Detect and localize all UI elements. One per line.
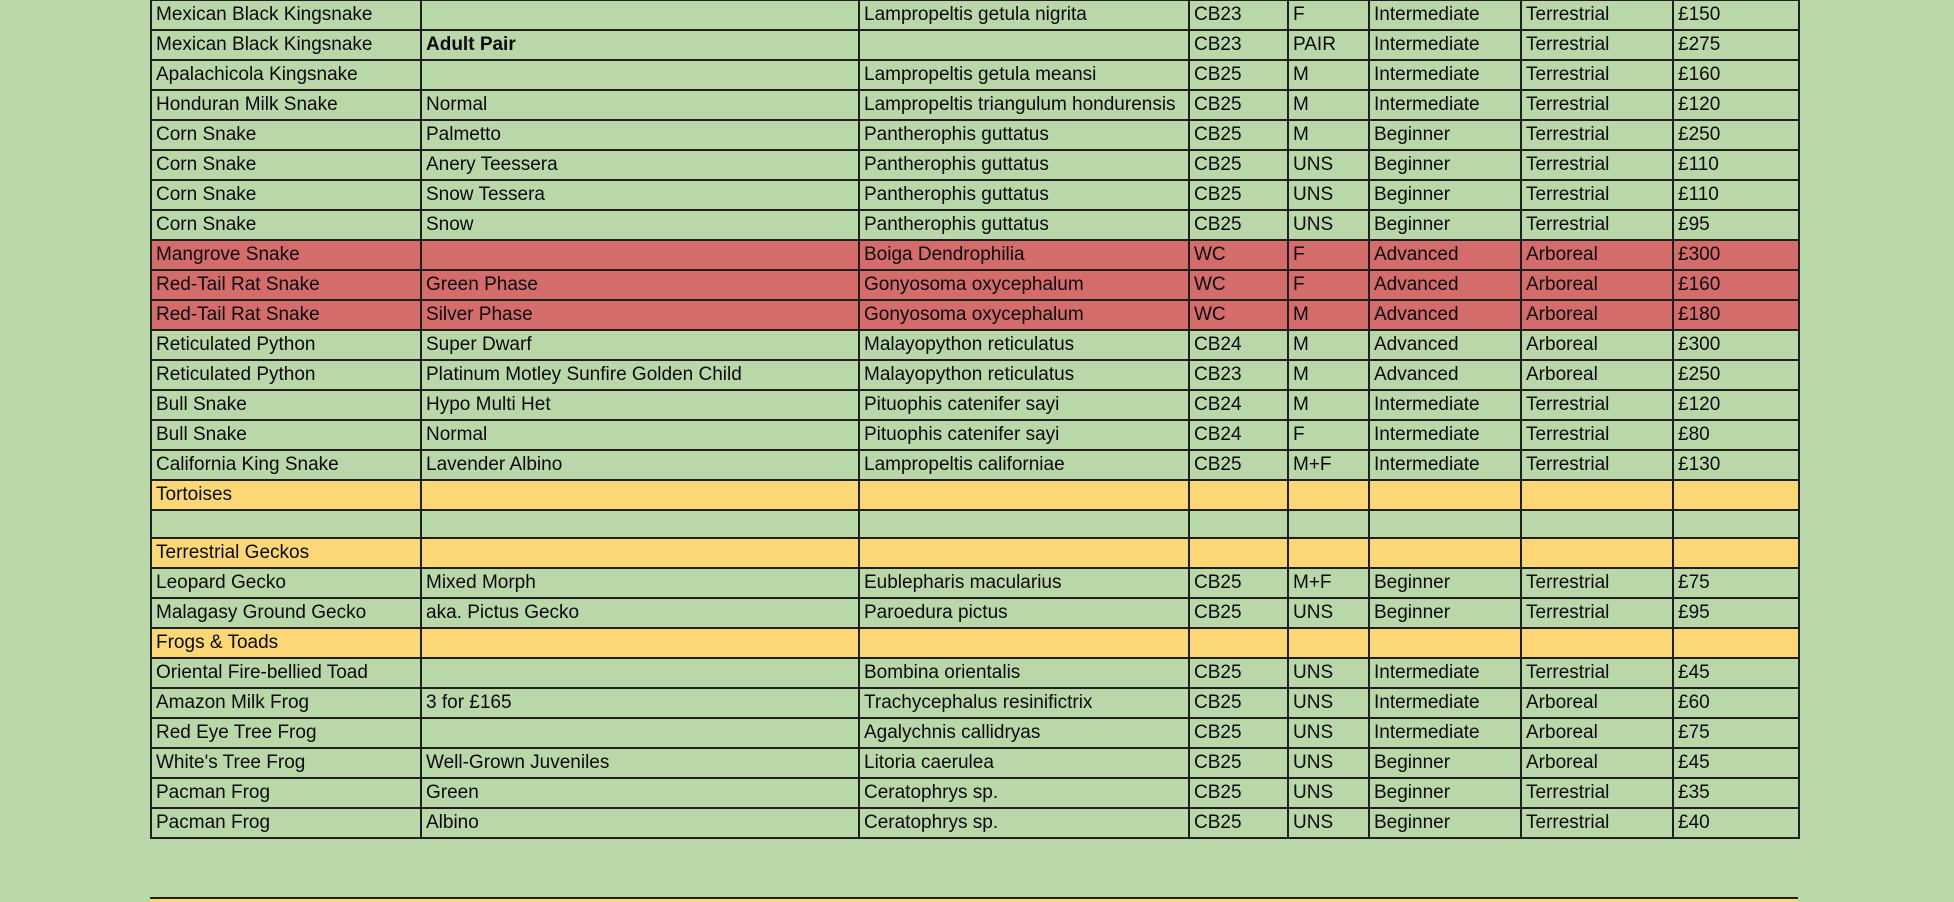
cell-habitat[interactable]: Arboreal bbox=[1521, 270, 1673, 300]
cell-morph[interactable]: Green Phase bbox=[421, 270, 859, 300]
cell-common-name[interactable]: Corn Snake bbox=[151, 210, 421, 240]
table-row bbox=[151, 90, 1799, 120]
cell-habitat[interactable] bbox=[1521, 628, 1673, 658]
cell-morph[interactable]: Normal bbox=[421, 420, 859, 450]
cell-scientific-name[interactable]: Malayopython reticulatus bbox=[859, 330, 1189, 360]
cell-common-name[interactable]: Mangrove Snake bbox=[151, 240, 421, 270]
cell-morph[interactable]: Hypo Multi Het bbox=[421, 390, 859, 420]
cell-sex[interactable]: F bbox=[1288, 270, 1369, 300]
cell-morph[interactable]: Albino bbox=[421, 808, 859, 838]
cell-price[interactable]: £130 bbox=[1673, 450, 1799, 480]
cell-price[interactable]: £110 bbox=[1673, 180, 1799, 210]
cell-price[interactable]: £40 bbox=[1673, 808, 1799, 838]
cell-common-name[interactable]: Mexican Black Kingsnake bbox=[151, 30, 421, 60]
table-row bbox=[151, 598, 1799, 628]
cell-morph[interactable]: 3 for £165 bbox=[421, 688, 859, 718]
cell-habitat[interactable]: Arboreal bbox=[1521, 360, 1673, 390]
cell-habitat[interactable]: Arboreal bbox=[1521, 300, 1673, 330]
cell-scientific-name[interactable]: Gonyosoma oxycephalum bbox=[859, 270, 1189, 300]
cell-sex[interactable]: UNS bbox=[1288, 718, 1369, 748]
cell-care-level[interactable]: Intermediate bbox=[1369, 90, 1521, 120]
cell-morph[interactable]: aka. Pictus Gecko bbox=[421, 598, 859, 628]
cell-habitat[interactable]: Terrestrial bbox=[1521, 0, 1673, 30]
cell-habitat[interactable]: Terrestrial bbox=[1521, 390, 1673, 420]
cell-care-level[interactable]: Beginner bbox=[1369, 180, 1521, 210]
cell-scientific-name[interactable]: Lampropeltis californiae bbox=[859, 450, 1189, 480]
cell-origin[interactable]: CB24 bbox=[1189, 330, 1288, 360]
cell-origin[interactable]: CB25 bbox=[1189, 450, 1288, 480]
cell-care-level[interactable] bbox=[1369, 538, 1521, 568]
cell-habitat[interactable]: Terrestrial bbox=[1521, 210, 1673, 240]
cell-origin[interactable]: CB25 bbox=[1189, 180, 1288, 210]
cell-sex[interactable]: M+F bbox=[1288, 450, 1369, 480]
cell-morph[interactable] bbox=[421, 60, 859, 90]
cell-morph[interactable] bbox=[421, 510, 859, 538]
table-row bbox=[151, 778, 1799, 808]
cell-price[interactable] bbox=[1673, 628, 1799, 658]
cell-habitat[interactable]: Terrestrial bbox=[1521, 120, 1673, 150]
cell-sex[interactable]: M bbox=[1288, 120, 1369, 150]
cell-scientific-name[interactable]: Ceratophrys sp. bbox=[859, 808, 1189, 838]
cell-common-name[interactable]: Bull Snake bbox=[151, 390, 421, 420]
cell-care-level[interactable] bbox=[1369, 628, 1521, 658]
cell-common-name[interactable]: Terrestrial Geckos bbox=[151, 538, 421, 568]
cell-morph[interactable]: Platinum Motley Sunfire Golden Child bbox=[421, 360, 859, 390]
cell-scientific-name[interactable]: Pantherophis guttatus bbox=[859, 180, 1189, 210]
cell-common-name[interactable]: Frogs & Toads bbox=[151, 628, 421, 658]
cell-origin[interactable]: WC bbox=[1189, 270, 1288, 300]
cell-sex[interactable]: M+F bbox=[1288, 568, 1369, 598]
cell-scientific-name[interactable]: Lampropeltis triangulum hondurensis bbox=[859, 90, 1189, 120]
table-row bbox=[151, 330, 1799, 360]
cell-origin[interactable]: CB25 bbox=[1189, 150, 1288, 180]
cell-scientific-name[interactable]: Ceratophrys sp. bbox=[859, 778, 1189, 808]
cell-sex[interactable]: F bbox=[1288, 240, 1369, 270]
cell-care-level[interactable]: Intermediate bbox=[1369, 688, 1521, 718]
cell-sex[interactable] bbox=[1288, 510, 1369, 538]
cell-origin[interactable]: CB25 bbox=[1189, 598, 1288, 628]
cell-care-level[interactable]: Beginner bbox=[1369, 150, 1521, 180]
cell-morph[interactable]: Silver Phase bbox=[421, 300, 859, 330]
cell-habitat[interactable]: Terrestrial bbox=[1521, 90, 1673, 120]
cell-price[interactable]: £75 bbox=[1673, 568, 1799, 598]
cell-common-name[interactable]: Red-Tail Rat Snake bbox=[151, 300, 421, 330]
cell-scientific-name[interactable]: Agalychnis callidryas bbox=[859, 718, 1189, 748]
cell-habitat[interactable]: Terrestrial bbox=[1521, 568, 1673, 598]
cell-scientific-name[interactable] bbox=[859, 30, 1189, 60]
table-row bbox=[151, 270, 1799, 300]
category-row bbox=[151, 628, 1799, 658]
cell-habitat[interactable]: Terrestrial bbox=[1521, 658, 1673, 688]
cell-scientific-name[interactable]: Malayopython reticulatus bbox=[859, 360, 1189, 390]
cell-origin[interactable]: CB25 bbox=[1189, 808, 1288, 838]
cell-price[interactable] bbox=[1673, 538, 1799, 568]
cell-scientific-name[interactable] bbox=[859, 628, 1189, 658]
cell-care-level[interactable]: Advanced bbox=[1369, 240, 1521, 270]
cell-habitat[interactable]: Terrestrial bbox=[1521, 180, 1673, 210]
cell-scientific-name[interactable]: Lampropeltis getula nigrita bbox=[859, 0, 1189, 30]
cell-care-level[interactable]: Intermediate bbox=[1369, 30, 1521, 60]
cell-scientific-name[interactable] bbox=[859, 480, 1189, 510]
cell-sex[interactable]: M bbox=[1288, 300, 1369, 330]
cell-common-name[interactable]: Apalachicola Kingsnake bbox=[151, 60, 421, 90]
cell-habitat[interactable] bbox=[1521, 538, 1673, 568]
cell-price[interactable]: £150 bbox=[1673, 0, 1799, 30]
cell-sex[interactable]: UNS bbox=[1288, 210, 1369, 240]
cell-price[interactable]: £45 bbox=[1673, 748, 1799, 778]
cell-sex[interactable]: UNS bbox=[1288, 778, 1369, 808]
table-row bbox=[151, 120, 1799, 150]
cell-habitat[interactable]: Arboreal bbox=[1521, 718, 1673, 748]
cell-price[interactable]: £35 bbox=[1673, 778, 1799, 808]
cell-price[interactable]: £300 bbox=[1673, 330, 1799, 360]
cell-sex[interactable]: F bbox=[1288, 420, 1369, 450]
cell-price[interactable]: £80 bbox=[1673, 420, 1799, 450]
cell-common-name[interactable]: Bull Snake bbox=[151, 420, 421, 450]
cell-morph[interactable]: Anery Teessera bbox=[421, 150, 859, 180]
cell-scientific-name[interactable]: Litoria caerulea bbox=[859, 748, 1189, 778]
table-row bbox=[151, 300, 1799, 330]
cell-origin[interactable]: CB25 bbox=[1189, 90, 1288, 120]
table-row bbox=[151, 748, 1799, 778]
cell-habitat[interactable]: Arboreal bbox=[1521, 240, 1673, 270]
cell-habitat[interactable]: Terrestrial bbox=[1521, 598, 1673, 628]
cell-scientific-name[interactable]: Eublepharis macularius bbox=[859, 568, 1189, 598]
cell-common-name[interactable]: Corn Snake bbox=[151, 180, 421, 210]
cell-scientific-name[interactable]: Pantherophis guttatus bbox=[859, 150, 1189, 180]
cell-habitat[interactable]: Terrestrial bbox=[1521, 450, 1673, 480]
cell-care-level[interactable]: Advanced bbox=[1369, 330, 1521, 360]
next-category-row bbox=[150, 897, 1798, 902]
cell-morph[interactable]: Normal bbox=[421, 90, 859, 120]
cell-scientific-name[interactable] bbox=[859, 510, 1189, 538]
cell-morph[interactable] bbox=[421, 538, 859, 568]
cell-origin[interactable] bbox=[1189, 480, 1288, 510]
table-row bbox=[151, 60, 1799, 90]
cell-price[interactable]: £95 bbox=[1673, 598, 1799, 628]
table-row bbox=[151, 180, 1799, 210]
cell-price[interactable] bbox=[1673, 480, 1799, 510]
cell-sex[interactable]: M bbox=[1288, 330, 1369, 360]
cell-care-level[interactable]: Beginner bbox=[1369, 120, 1521, 150]
cell-common-name[interactable]: Leopard Gecko bbox=[151, 568, 421, 598]
cell-morph[interactable]: Palmetto bbox=[421, 120, 859, 150]
cell-morph[interactable]: Well-Grown Juveniles bbox=[421, 748, 859, 778]
cell-origin[interactable] bbox=[1189, 628, 1288, 658]
cell-scientific-name[interactable]: Boiga Dendrophilia bbox=[859, 240, 1189, 270]
cell-common-name[interactable]: Reticulated Python bbox=[151, 330, 421, 360]
cell-origin[interactable]: CB25 bbox=[1189, 778, 1288, 808]
cell-habitat[interactable]: Terrestrial bbox=[1521, 60, 1673, 90]
cell-care-level[interactable]: Beginner bbox=[1369, 778, 1521, 808]
cell-price[interactable]: £250 bbox=[1673, 360, 1799, 390]
cell-habitat[interactable]: Terrestrial bbox=[1521, 778, 1673, 808]
cell-common-name[interactable]: Tortoises bbox=[151, 480, 421, 510]
cell-common-name[interactable]: Red-Tail Rat Snake bbox=[151, 270, 421, 300]
cell-origin[interactable]: WC bbox=[1189, 300, 1288, 330]
cell-care-level[interactable] bbox=[1369, 510, 1521, 538]
table-row bbox=[151, 390, 1799, 420]
cell-habitat[interactable]: Terrestrial bbox=[1521, 30, 1673, 60]
cell-scientific-name[interactable]: Bombina orientalis bbox=[859, 658, 1189, 688]
cell-care-level[interactable]: Beginner bbox=[1369, 210, 1521, 240]
cell-price[interactable]: £250 bbox=[1673, 120, 1799, 150]
cell-price[interactable]: £180 bbox=[1673, 300, 1799, 330]
cell-habitat[interactable]: Terrestrial bbox=[1521, 808, 1673, 838]
cell-sex[interactable]: M bbox=[1288, 60, 1369, 90]
cell-scientific-name[interactable]: Pituophis catenifer sayi bbox=[859, 420, 1189, 450]
cell-care-level[interactable]: Beginner bbox=[1369, 808, 1521, 838]
cell-price[interactable]: £160 bbox=[1673, 60, 1799, 90]
cell-sex[interactable]: PAIR bbox=[1288, 30, 1369, 60]
cell-care-level[interactable]: Intermediate bbox=[1369, 420, 1521, 450]
cell-price[interactable]: £120 bbox=[1673, 90, 1799, 120]
cell-scientific-name[interactable]: Lampropeltis getula meansi bbox=[859, 60, 1189, 90]
cell-common-name[interactable]: Red Eye Tree Frog bbox=[151, 718, 421, 748]
cell-scientific-name[interactable]: Paroedura pictus bbox=[859, 598, 1189, 628]
cell-habitat[interactable] bbox=[1521, 510, 1673, 538]
cell-care-level[interactable]: Beginner bbox=[1369, 598, 1521, 628]
cell-origin[interactable]: CB25 bbox=[1189, 718, 1288, 748]
cell-origin[interactable]: CB25 bbox=[1189, 748, 1288, 778]
cell-sex[interactable]: UNS bbox=[1288, 150, 1369, 180]
table-row bbox=[151, 688, 1799, 718]
cell-sex[interactable]: UNS bbox=[1288, 598, 1369, 628]
cell-morph[interactable] bbox=[421, 240, 859, 270]
cell-price[interactable]: £120 bbox=[1673, 390, 1799, 420]
cell-origin[interactable]: CB25 bbox=[1189, 688, 1288, 718]
cell-care-level[interactable]: Intermediate bbox=[1369, 718, 1521, 748]
cell-sex[interactable]: M bbox=[1288, 360, 1369, 390]
cell-common-name[interactable]: Honduran Milk Snake bbox=[151, 90, 421, 120]
cell-morph[interactable]: Snow Tessera bbox=[421, 180, 859, 210]
cell-sex[interactable]: UNS bbox=[1288, 748, 1369, 778]
cell-morph[interactable] bbox=[421, 718, 859, 748]
table-row bbox=[151, 568, 1799, 598]
cell-common-name[interactable]: Oriental Fire-bellied Toad bbox=[151, 658, 421, 688]
cell-care-level[interactable] bbox=[1369, 480, 1521, 510]
cell-origin[interactable]: WC bbox=[1189, 240, 1288, 270]
cell-care-level[interactable]: Intermediate bbox=[1369, 450, 1521, 480]
category-row bbox=[151, 538, 1799, 568]
cell-morph[interactable]: Lavender Albino bbox=[421, 450, 859, 480]
cell-common-name[interactable]: Reticulated Python bbox=[151, 360, 421, 390]
cell-origin[interactable]: CB25 bbox=[1189, 568, 1288, 598]
cell-origin[interactable] bbox=[1189, 538, 1288, 568]
cell-care-level[interactable]: Intermediate bbox=[1369, 658, 1521, 688]
cell-origin[interactable]: CB25 bbox=[1189, 60, 1288, 90]
table-row bbox=[151, 450, 1799, 480]
cell-origin[interactable]: CB23 bbox=[1189, 0, 1288, 30]
category-row bbox=[151, 480, 1799, 510]
cell-scientific-name[interactable]: Gonyosoma oxycephalum bbox=[859, 300, 1189, 330]
cell-price[interactable]: £275 bbox=[1673, 30, 1799, 60]
cell-common-name[interactable]: Mexican Black Kingsnake bbox=[151, 0, 421, 30]
cell-price[interactable]: £110 bbox=[1673, 150, 1799, 180]
cell-common-name[interactable]: Pacman Frog bbox=[151, 808, 421, 838]
table-row bbox=[151, 718, 1799, 748]
cell-price[interactable]: £160 bbox=[1673, 270, 1799, 300]
cell-care-level[interactable]: Beginner bbox=[1369, 748, 1521, 778]
cell-origin[interactable] bbox=[1189, 510, 1288, 538]
cell-care-level[interactable]: Intermediate bbox=[1369, 60, 1521, 90]
cell-care-level[interactable]: Intermediate bbox=[1369, 0, 1521, 30]
cell-common-name[interactable]: California King Snake bbox=[151, 450, 421, 480]
cell-care-level[interactable]: Advanced bbox=[1369, 270, 1521, 300]
cell-price[interactable]: £75 bbox=[1673, 718, 1799, 748]
cell-price[interactable]: £45 bbox=[1673, 658, 1799, 688]
cell-habitat[interactable]: Terrestrial bbox=[1521, 150, 1673, 180]
cell-scientific-name[interactable]: Pantherophis guttatus bbox=[859, 210, 1189, 240]
table-row bbox=[151, 658, 1799, 688]
table-row bbox=[151, 240, 1799, 270]
cell-common-name[interactable]: Corn Snake bbox=[151, 120, 421, 150]
cell-scientific-name[interactable]: Pantherophis guttatus bbox=[859, 120, 1189, 150]
cell-origin[interactable]: CB24 bbox=[1189, 420, 1288, 450]
cell-price[interactable]: £60 bbox=[1673, 688, 1799, 718]
cell-scientific-name[interactable]: Pituophis catenifer sayi bbox=[859, 390, 1189, 420]
cell-care-level[interactable]: Intermediate bbox=[1369, 390, 1521, 420]
cell-price[interactable] bbox=[1673, 510, 1799, 538]
table-row bbox=[151, 0, 1799, 30]
cell-morph[interactable] bbox=[421, 480, 859, 510]
cell-common-name[interactable]: White's Tree Frog bbox=[151, 748, 421, 778]
cell-morph[interactable]: Green bbox=[421, 778, 859, 808]
cell-common-name[interactable]: Corn Snake bbox=[151, 150, 421, 180]
table-row bbox=[151, 210, 1799, 240]
cell-origin[interactable]: CB25 bbox=[1189, 210, 1288, 240]
cell-morph[interactable] bbox=[421, 0, 859, 30]
cell-common-name[interactable]: Amazon Milk Frog bbox=[151, 688, 421, 718]
cell-morph[interactable]: Adult Pair bbox=[421, 30, 859, 60]
cell-sex[interactable]: M bbox=[1288, 390, 1369, 420]
cell-morph[interactable] bbox=[421, 628, 859, 658]
cell-sex[interactable]: UNS bbox=[1288, 658, 1369, 688]
cell-sex[interactable]: UNS bbox=[1288, 180, 1369, 210]
cell-origin[interactable]: CB24 bbox=[1189, 390, 1288, 420]
table-row bbox=[151, 510, 1799, 538]
cell-sex[interactable] bbox=[1288, 480, 1369, 510]
cell-habitat[interactable]: Arboreal bbox=[1521, 330, 1673, 360]
table-row bbox=[151, 420, 1799, 450]
cell-origin[interactable]: CB23 bbox=[1189, 360, 1288, 390]
cell-common-name[interactable] bbox=[151, 510, 421, 538]
cell-morph[interactable]: Super Dwarf bbox=[421, 330, 859, 360]
cell-care-level[interactable]: Beginner bbox=[1369, 568, 1521, 598]
cell-care-level[interactable]: Advanced bbox=[1369, 360, 1521, 390]
cell-common-name[interactable]: Malagasy Ground Gecko bbox=[151, 598, 421, 628]
cell-habitat[interactable] bbox=[1521, 480, 1673, 510]
cell-sex[interactable] bbox=[1288, 628, 1369, 658]
cell-habitat[interactable]: Arboreal bbox=[1521, 688, 1673, 718]
table-row bbox=[151, 360, 1799, 390]
cell-common-name[interactable]: Pacman Frog bbox=[151, 778, 421, 808]
stock-table bbox=[150, 0, 1800, 839]
cell-care-level[interactable]: Advanced bbox=[1369, 300, 1521, 330]
cell-habitat[interactable]: Arboreal bbox=[1521, 748, 1673, 778]
cell-price[interactable]: £95 bbox=[1673, 210, 1799, 240]
table-row bbox=[151, 808, 1799, 838]
cell-sex[interactable] bbox=[1288, 538, 1369, 568]
cell-scientific-name[interactable]: Trachycephalus resinifictrix bbox=[859, 688, 1189, 718]
cell-price[interactable]: £300 bbox=[1673, 240, 1799, 270]
cell-morph[interactable] bbox=[421, 658, 859, 688]
cell-origin[interactable]: CB25 bbox=[1189, 658, 1288, 688]
table-row bbox=[151, 30, 1799, 60]
cell-sex[interactable]: M bbox=[1288, 90, 1369, 120]
cell-sex[interactable]: F bbox=[1288, 0, 1369, 30]
cell-sex[interactable]: UNS bbox=[1288, 688, 1369, 718]
cell-sex[interactable]: UNS bbox=[1288, 808, 1369, 838]
cell-habitat[interactable]: Terrestrial bbox=[1521, 420, 1673, 450]
cell-morph[interactable]: Mixed Morph bbox=[421, 568, 859, 598]
cell-origin[interactable]: CB25 bbox=[1189, 120, 1288, 150]
cell-origin[interactable]: CB23 bbox=[1189, 30, 1288, 60]
cell-morph[interactable]: Snow bbox=[421, 210, 859, 240]
table-row bbox=[151, 150, 1799, 180]
cell-scientific-name[interactable] bbox=[859, 538, 1189, 568]
